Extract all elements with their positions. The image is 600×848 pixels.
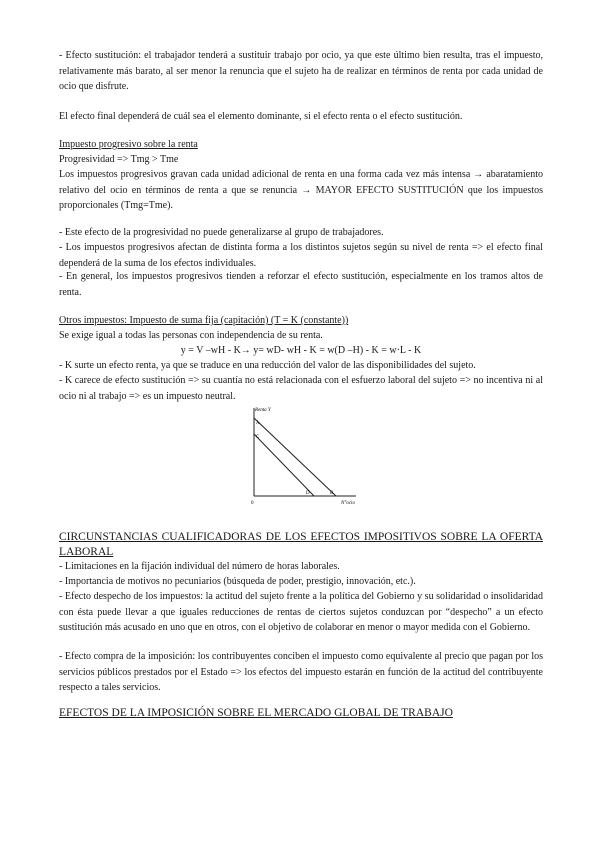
otros-line-1: Se exige igual a todas las personas con independencia de su renta.: [59, 330, 323, 341]
point-d-label: D: [306, 491, 310, 496]
mercado-global-heading: EFECTOS DE LA IMPOSICIÓN SOBRE EL MERCADO GLOBAL DE TRABAJO: [59, 707, 453, 719]
y-axis-label: Renta Y: [255, 408, 271, 413]
budget-line-ab: [254, 418, 336, 496]
point-c-label: C: [256, 435, 260, 440]
progresivo-description: Los impuestos progresivos gravan cada unidad adicional de renta en una forma cada vez más intensa → abaratamiento relativo del ocio en términos de renta a que se renuncia → MAYOR EFECTO SUSTITUCIÓN que los impuestos proporcionales (Tmg=Tme).: [59, 169, 543, 212]
efecto-final-paragraph: El efecto final dependerá de cuál sea el elemento dominante, si el efecto renta o el efecto sustitución.: [59, 111, 463, 122]
point-a-label: A: [256, 421, 260, 426]
x-axis-label: N°ocio: [341, 501, 355, 506]
otros-line-2: - K surte un efecto renta, ya que se traduce en una reducción del valor de las disponibilidades del sujeto.: [59, 360, 476, 371]
circunstancias-bullet-4: - Efecto compra de la imposición: los contribuyentes conciben el impuesto como equivalente al precio que pagan por los servicios públicos prestados por el Estado => los efectos del impuesto estarán en función de la actitud del contribuyente respecto a tales servicios.: [59, 651, 543, 694]
point-b-label: B: [330, 491, 334, 496]
origin-label: 0: [251, 501, 254, 506]
efecto-sustitucion-paragraph: - Efecto sustitución: el trabajador tenderá a sustituir trabajo por ocio, ya que este último bien resulta, tras el impuesto, relativamente más barato, al ser menor la renuncia que el sujeto ha de realizar en términos de renta por cada unidad de ocio que disfrute.: [59, 50, 543, 93]
circunstancias-bullet-1: - Limitaciones en la fijación individual del número de horas laborales.: [59, 561, 340, 572]
budget-line-cd: [254, 434, 314, 496]
progresivo-bullet-2: - Los impuestos progresivos afectan de distinta forma a los distintos sujetos según su nivel de renta => el efecto final dependerá de la suma de los efectos individuales.: [59, 242, 543, 269]
circunstancias-bullet-3: - Efecto despecho de los impuestos: la actitud del sujeto frente a la política del Gobierno y su solidaridad o insolidaridad con ésta puede llevar a que iguales reducciones de rentas de ciertos sujetos conduzcan por “despecho” a un efecto sustitución más acusado en uno que en otros, con el objetivo de colaborar en menor o mayor medida con el Gobierno.: [59, 591, 543, 634]
otros-impuestos-title: Otros impuestos: Impuesto de suma fija (capitación) (T = K (constante)): [59, 315, 349, 326]
lump-sum-equation: y = V –wH - K→ y= wD- wH - K = w(D –H) - K = w·L - K: [180, 345, 422, 356]
progresivo-bullet-3: - En general, los impuestos progresivos tienden a reforzar el efecto sustitución, especialmente en los tramos altos de renta.: [59, 271, 543, 298]
progresivo-bullet-1: - Este efecto de la progresividad no puede generalizarse al grupo de trabajadores.: [59, 227, 384, 238]
budget-line-figure: [244, 404, 360, 512]
progresividad-formula: Progresividad => Tmg > Tme: [59, 154, 179, 165]
progresivo-title: Impuesto progresivo sobre la renta: [59, 139, 198, 150]
circunstancias-bullet-2: - Importancia de motivos no pecuniarios (búsqueda de poder, prestigio, innovación, etc.).: [59, 576, 416, 587]
otros-line-3: - K carece de efecto sustitución => su cuantía no está relacionada con el esfuerzo laboral del sujeto => no incentiva ni al ocio ni al trabajo => es un impuesto neutral.: [59, 375, 543, 402]
circunstancias-heading: CIRCUNSTANCIAS CUALIFICADORAS DE LOS EFECTOS IMPOSITIVOS SOBRE LA OFERTA LABORAL: [59, 531, 543, 558]
